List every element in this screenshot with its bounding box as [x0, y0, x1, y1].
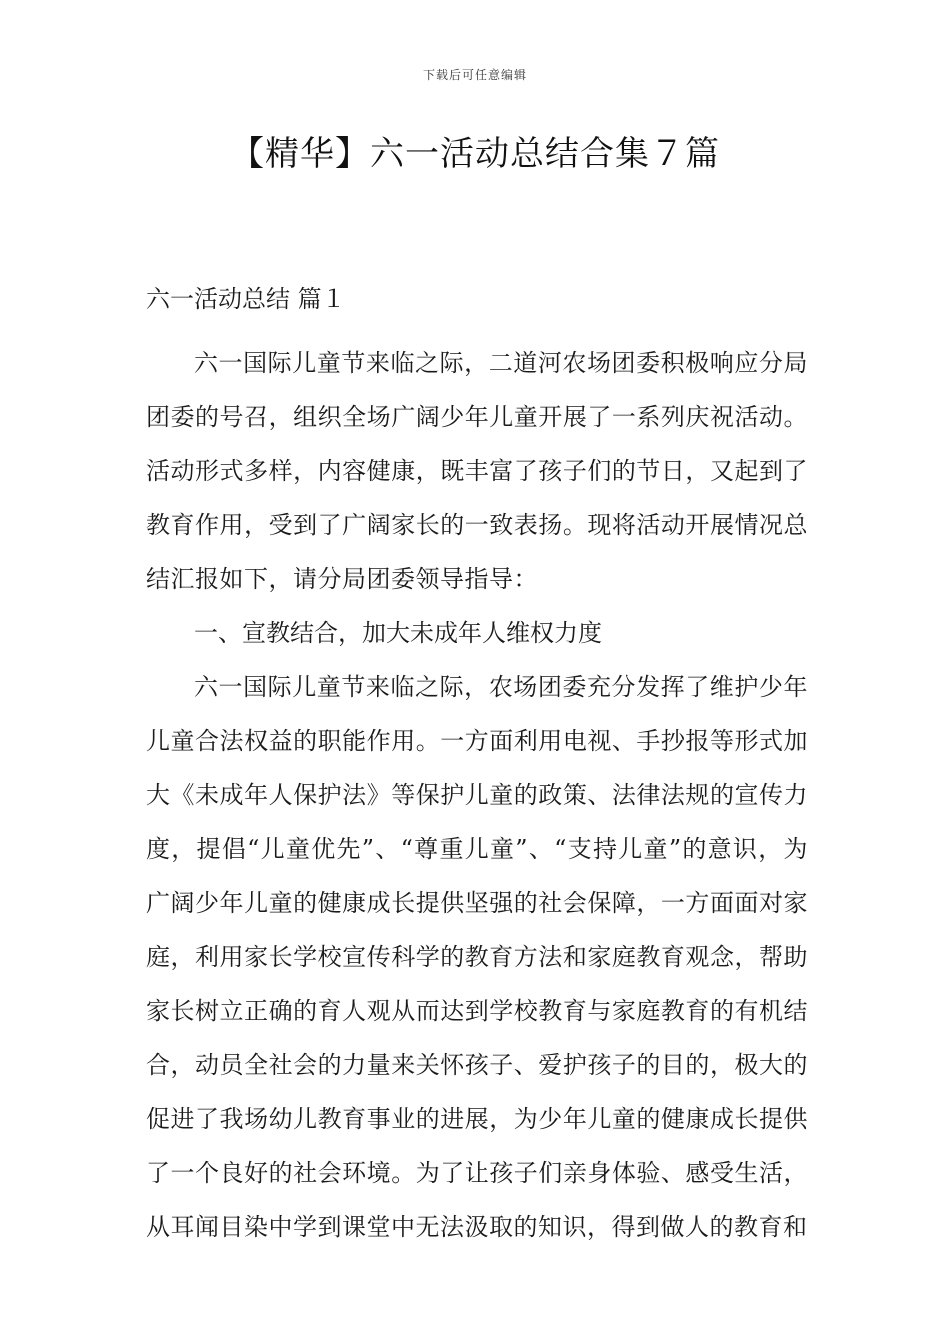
page-header-note: 下载后可任意编辑: [422, 68, 527, 82]
subheading-one: 一、宣教结合，加大未成年人维权力度: [194, 619, 602, 647]
document-title: 【精华】六一活动总结合集７篇: [230, 134, 720, 174]
paragraph-rights: 六一国际儿童节来临之际，农场团委充分发挥了维护少年儿童合法权益的职能作用。一方面利用电视、手抄报等形式加大《未成年人保护法》等保护儿童的政策、法律法规的宣传力度，提倡“儿童优先”、“尊重儿童”、“支持儿童”的意识，为广阔少年儿童的健康成长提供坚强的社会保障，一方面面对家庭，利用家长学校宣传科学的教育方法和家庭教育观念，帮助家长树立正确的育人观从而达到学校教育与家庭教育的有机结合，动员全社会的力量来关怀孩子、爱护孩子的目的，极大的促进了我场幼儿教育事业的进展，为少年儿童的健康成长提供了一个良好的社会环境。为了让孩子们亲身体验、感受生活，从耳闻目染中学到课堂中无法汲取的知识，得到做人的教育和: [146, 673, 808, 1241]
section-heading: 六一活动总结 篇１: [146, 285, 346, 313]
paragraph-intro: 六一国际儿童节来临之际，二道河农场团委积极响应分局团委的号召，组织全场广阔少年儿童开展了一系列庆祝活动。活动形式多样，内容健康，既丰富了孩子们的节日，又起到了教育作用，受到了广阔家长的一致表扬。现将活动开展情况总结汇报如下，请分局团委领导指导：: [146, 349, 808, 593]
document-body: [146, 284, 808, 1254]
